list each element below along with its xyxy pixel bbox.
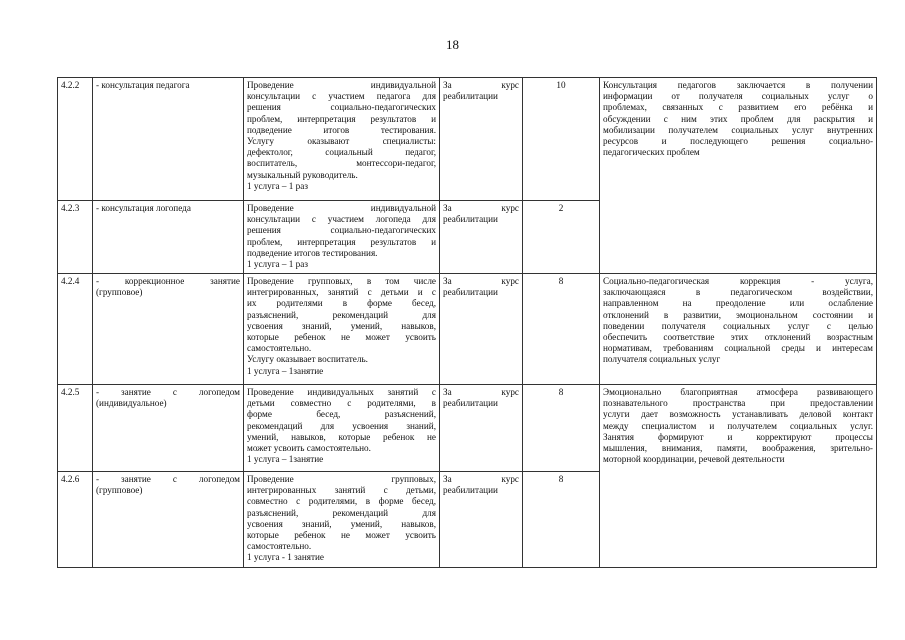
service-result: Социально-педагогическая коррекция - услуга, заключающаяся в педагогическом воздействии, направленном на преодоление или ослабление отклонений в развитии, эмоциональном состоянии и поведении получателя социальных услуг с целью обеспечить соответствие этих отклонений возрастным нормативам, требованиям социальной среды и интересам получателя социальных услуг bbox=[600, 274, 877, 385]
service-name: - занятие с логопедом (групповое) bbox=[93, 472, 244, 568]
row-number: 4.2.5 bbox=[58, 385, 93, 472]
table-row bbox=[58, 385, 877, 472]
service-description: Проведение групповых, в том числе интегрированных, занятий с детьми и с их родителями в форме бесед, разъяснений, рекомендаций для усвоения знаний, умений, навыков, которые ребенок не может усвоить самостоятельно. Услугу оказывает воспитатель. 1 услуга – 1занятие bbox=[244, 274, 440, 385]
table-row bbox=[58, 78, 877, 201]
service-term: За курс реабилитации bbox=[440, 385, 523, 472]
service-quantity: 10 bbox=[523, 78, 600, 201]
service-result: Консультация педагогов заключается в получении информации от получателя социальных услуг о проблемах, связанных с развитием его ребёнка и обсуждении с ним этих проблем для раскрытия и мобилизации получателем социальных услуг внутренних ресурсов и последующего решения социально- педагогических проблем bbox=[600, 78, 877, 274]
services-table bbox=[57, 77, 877, 568]
service-name: - занятие с логопедом (индивидуальное) bbox=[93, 385, 244, 472]
service-term: За курс реабилитации bbox=[440, 274, 523, 385]
service-description: Проведение групповых, интегрированных занятий с детьми, совместно с родителями, в форме бесед, разъяснений, рекомендаций для усвоения знаний, умений, навыков, которые ребенок не может усвоить самостоятельно. 1 услуга - 1 занятие bbox=[244, 472, 440, 568]
service-term: За курс реабилитации bbox=[440, 472, 523, 568]
service-description: Проведение индивидуальной консультации с участием логопеда для решения социально-педагогических проблем, интерпретация результатов и подведение итогов тестирования. 1 услуга – 1 раз bbox=[244, 201, 440, 274]
service-name: - консультация логопеда bbox=[93, 201, 244, 274]
service-description: Проведение индивидуальных занятий с детьми совместно с родителями, в форме бесед, разъяснений, рекомендаций для усвоения знаний, умений, навыков, которые ребенок не может усвоить самостоятельно. 1 услуга – 1занятие bbox=[244, 385, 440, 472]
row-number: 4.2.2 bbox=[58, 78, 93, 201]
row-number: 4.2.3 bbox=[58, 201, 93, 274]
page-number: 18 bbox=[446, 37, 459, 52]
service-name: - консультация педагога bbox=[93, 78, 244, 201]
service-term: За курс реабилитации bbox=[440, 78, 523, 201]
service-quantity: 8 bbox=[523, 385, 600, 472]
row-number: 4.2.6 bbox=[58, 472, 93, 568]
service-name: - коррекционное занятие (групповое) bbox=[93, 274, 244, 385]
service-result: Эмоционально благоприятная атмосфера развивающего познавательного пространства при предоставлении услуги дает возможность устанавливать деловой контакт между специалистом и получателем социальных услуг. Занятия формируют и корректируют процессы мышления, внимания, памяти, воображения, зрительно- моторной координации, речевой деятельности bbox=[600, 385, 877, 568]
row-number: 4.2.4 bbox=[58, 274, 93, 385]
service-quantity: 2 bbox=[523, 201, 600, 274]
service-description: Проведение индивидуальной консультации с участием педагога для решения социально-педагогических проблем, интерпретация результатов и подведение итогов тестирования. Услугу оказывают специалисты: дефектолог, социальный педагог, воспитатель, монтессори-педагог, музыкальный руководитель. 1 услуга – 1 раз bbox=[244, 78, 440, 201]
table-row bbox=[58, 274, 877, 385]
service-term: За курс реабилитации bbox=[440, 201, 523, 274]
service-quantity: 8 bbox=[523, 472, 600, 568]
service-quantity: 8 bbox=[523, 274, 600, 385]
